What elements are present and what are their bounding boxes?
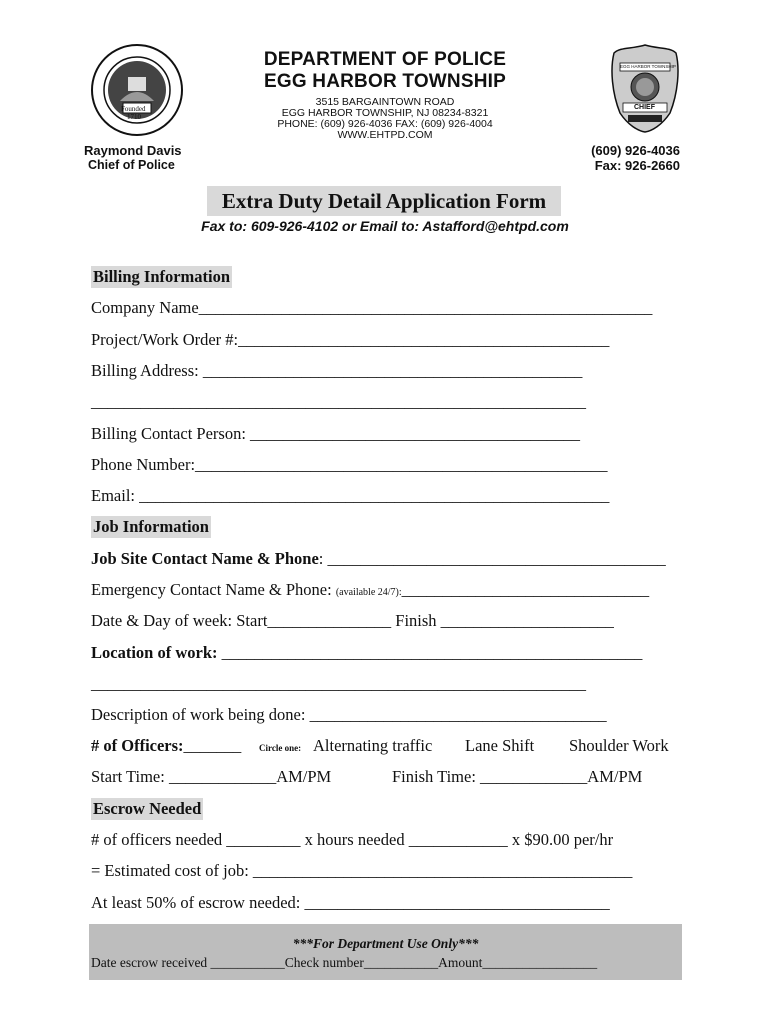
escrow-heading: Escrow Needed: [93, 799, 202, 818]
job-heading: Job Information: [93, 517, 209, 536]
address-line-2: EGG HARBOR TOWNSHIP, NJ 08234-8321: [281, 107, 489, 119]
billing-address-cont-field[interactable]: ____________________________________________________________: [91, 392, 586, 411]
officers-line: _______: [183, 736, 242, 755]
start-time-field[interactable]: Start Time: _____________AM/PM: [91, 767, 332, 786]
department-title: DEPARTMENT OF POLICE: [263, 49, 507, 70]
finish-time-field[interactable]: Finish Time: _____________AM/PM: [392, 767, 643, 786]
job-site-contact-label: Job Site Contact Name & Phone: [91, 549, 319, 568]
job-site-contact-field[interactable]: [91, 549, 666, 569]
phone-number-field[interactable]: Phone Number:__________________________________________________: [91, 455, 608, 474]
seal-founded-text: Founded: [121, 105, 146, 113]
officers-count-field[interactable]: [91, 736, 241, 756]
option-shoulder-work[interactable]: Shoulder Work: [569, 736, 669, 755]
emergency-available-note: (available 24/7):: [335, 587, 402, 598]
department-use-fields[interactable]: Date escrow received ___________Check number___________Amount_________________: [91, 955, 598, 970]
location-field[interactable]: [91, 643, 642, 663]
fax-email-line: Fax to: 609-926-4102 or Email to: Astafford@ehtpd.com: [201, 218, 569, 234]
badge-top-text: EGG HARBOR TOWNSHIP: [620, 64, 676, 69]
option-alternating-traffic[interactable]: Alternating traffic: [313, 736, 433, 755]
phone-fax-line: PHONE: (609) 926-4036 FAX: (609) 926-4004: [277, 118, 493, 130]
seal-year-text: 1710: [127, 113, 141, 121]
project-work-order-field[interactable]: Project/Work Order #:_____________________________________________: [91, 330, 610, 349]
billing-address-field[interactable]: Billing Address: ______________________________________________: [91, 361, 583, 380]
officers-needed-field[interactable]: # of officers needed _________ x hours needed ____________ x $90.00 per/hr: [91, 830, 614, 849]
billing-contact-field[interactable]: Billing Contact Person: ________________________________________: [91, 424, 581, 443]
township-title: EGG HARBOR TOWNSHIP: [263, 71, 506, 92]
badge-bottom-text: CHIEF: [634, 104, 655, 111]
location-line: ___________________________________________________: [221, 643, 643, 662]
emergency-contact-field[interactable]: [91, 580, 649, 600]
date-day-field[interactable]: Date & Day of week: Start_______________ Finish _____________________: [91, 611, 614, 630]
estimated-cost-field[interactable]: = Estimated cost of job: ______________________________________________: [91, 861, 633, 880]
emergency-contact-label: Emergency Contact Name & Phone:: [91, 580, 336, 599]
phone-right: (609) 926-4036: [591, 143, 680, 158]
form-title: Extra Duty Detail Application Form: [207, 186, 561, 216]
department-use-title: ***For Department Use Only***: [292, 936, 479, 951]
location-label: Location of work:: [91, 643, 222, 662]
officers-label: # of Officers:: [91, 736, 184, 755]
location-cont-field[interactable]: ____________________________________________________________: [91, 674, 586, 693]
circle-one-label: Circle one:: [259, 743, 302, 753]
company-name-field[interactable]: Company Name_______________________________________________________: [91, 298, 653, 317]
chief-title: Chief of Police: [88, 158, 175, 172]
emergency-contact-line: ______________________________: [401, 580, 650, 599]
escrow-half-field[interactable]: At least 50% of escrow needed: _____________________________________: [91, 893, 610, 912]
address-line-1: 3515 BARGAINTOWN ROAD: [315, 96, 455, 108]
email-field[interactable]: Email: _________________________________________________________: [91, 486, 610, 505]
job-site-contact-line: : _________________________________________: [318, 549, 666, 568]
billing-heading: Billing Information: [93, 267, 231, 286]
chief-name: Raymond Davis: [84, 143, 182, 158]
department-use-box: [89, 924, 682, 980]
option-lane-shift[interactable]: Lane Shift: [465, 736, 535, 755]
fax-right: Fax: 926-2660: [594, 158, 680, 173]
website-line: WWW.EHTPD.COM: [337, 129, 433, 141]
description-field[interactable]: Description of work being done: ____________________________________: [91, 705, 607, 724]
